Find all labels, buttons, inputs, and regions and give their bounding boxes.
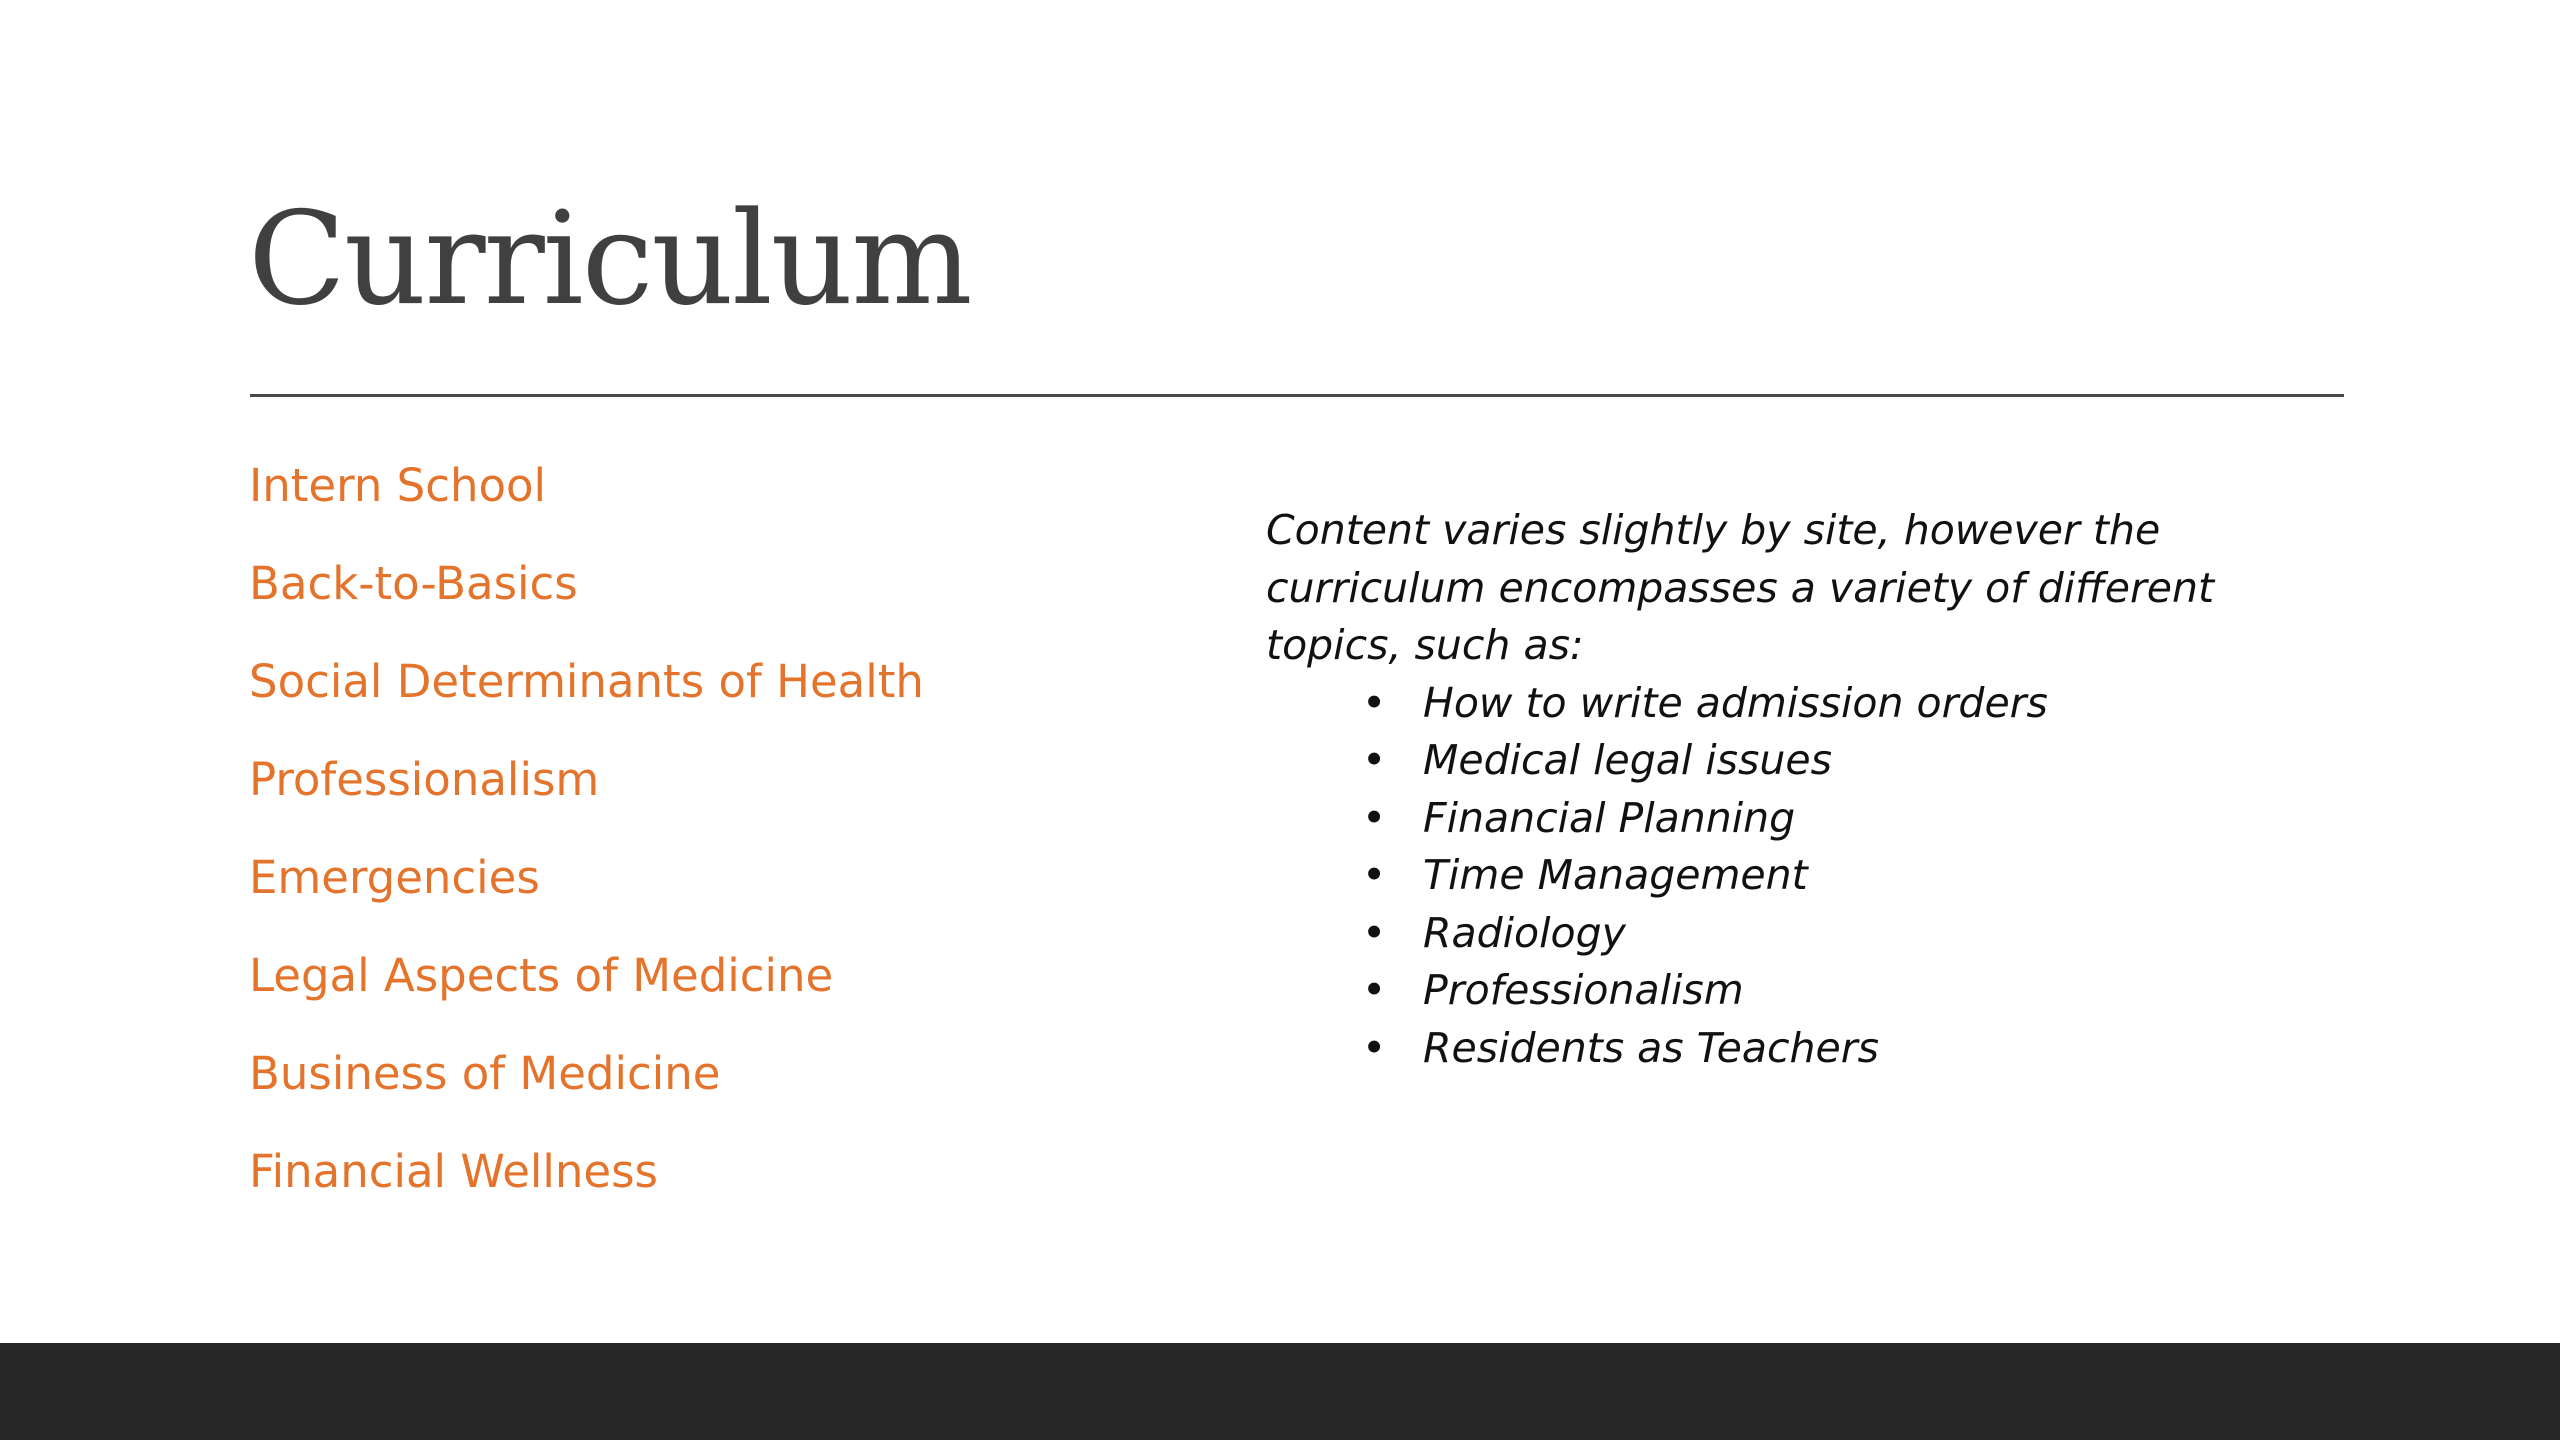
bullet-icon: • — [1362, 736, 1387, 784]
bullet-item — [1266, 847, 2326, 905]
bullet-list — [1266, 675, 2326, 1078]
footer-bar — [0, 1343, 2560, 1440]
bullet-icon: • — [1362, 1023, 1387, 1072]
topic-item: Legal Aspects of Medicine — [249, 949, 834, 1002]
bullet-item — [1266, 675, 2326, 733]
bullet-item — [1266, 1020, 2326, 1078]
topic-item: Professionalism — [249, 753, 600, 806]
bullet-text: Radiology — [1423, 908, 1626, 957]
title-divider — [250, 394, 2344, 397]
bullet-text: Medical legal issues — [1423, 736, 1832, 784]
topic-item: Business of Medicine — [249, 1047, 721, 1100]
bullet-text: Professionalism — [1423, 966, 1744, 1014]
bullet-text: Residents as Teachers — [1423, 1023, 1879, 1072]
bullet-icon: • — [1362, 966, 1387, 1014]
topic-item: Intern School — [249, 459, 547, 512]
bullet-icon: • — [1362, 908, 1387, 957]
bullet-text: Time Management — [1423, 851, 1808, 899]
topic-item: Back-to-Basics — [249, 557, 578, 610]
bullet-item — [1266, 790, 2326, 848]
bullet-icon: • — [1362, 678, 1387, 727]
topic-list — [249, 458, 924, 1242]
description-text: Content varies slightly by site, however the curriculum encompasses a variety of different topics, such as: — [1266, 506, 2215, 669]
topic-item: Emergencies — [249, 851, 540, 904]
bullet-item — [1266, 732, 2326, 790]
slide-title: Curriculum — [248, 185, 971, 334]
topic-item: Financial Wellness — [249, 1145, 658, 1198]
bullet-item — [1266, 962, 2326, 1020]
bullet-item — [1266, 905, 2326, 963]
bullet-icon: • — [1362, 851, 1387, 899]
bullet-text: Financial Planning — [1423, 793, 1796, 842]
bullet-icon: • — [1362, 793, 1387, 842]
topic-item: Social Determinants of Health — [249, 655, 924, 708]
bullet-text: How to write admission orders — [1423, 678, 2048, 727]
curriculum-details — [1266, 502, 2326, 1077]
